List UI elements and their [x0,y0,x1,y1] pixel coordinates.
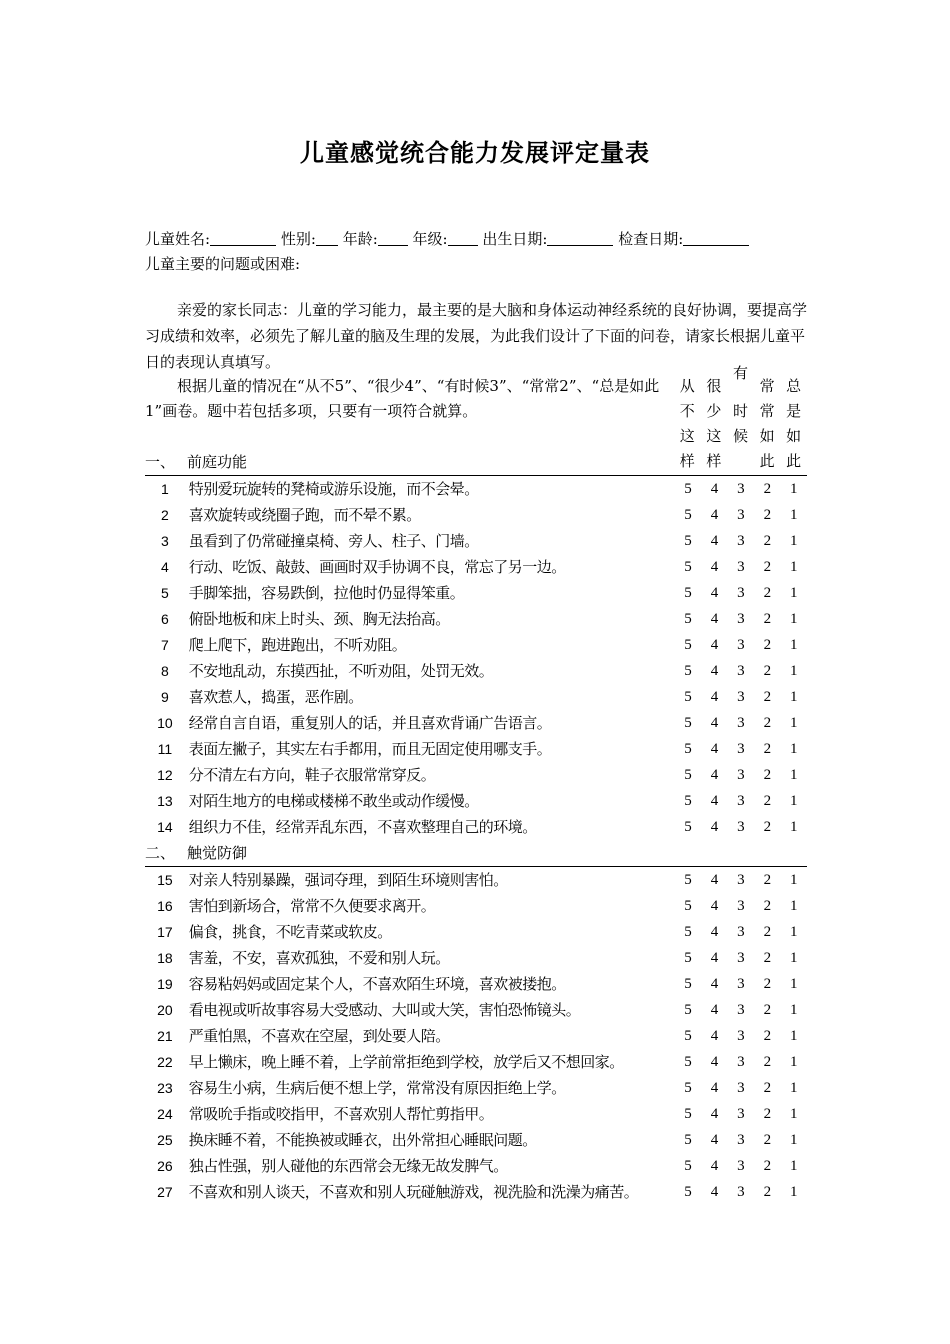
item-text: 常吸吮手指或咬指甲，不喜欢别人帮忙剪指甲。 [188,1105,494,1123]
score-option[interactable]: 3 [737,898,745,914]
score-option[interactable]: 2 [763,1054,772,1070]
item-text: 换床睡不着，不能换被或睡衣，出外常担心睡眠问题。 [188,1131,537,1149]
item-number: 16 [157,898,173,914]
score-option[interactable]: 2 [763,507,772,523]
score-option[interactable]: 4 [710,481,719,497]
score-option[interactable]: 4 [710,689,719,705]
item-number: 24 [157,1106,173,1122]
item-number: 18 [157,950,173,966]
age-label: 年龄: [342,230,378,248]
scale-header-char: 总 [786,377,802,395]
scale-header-char: 很 [706,377,722,395]
score-option[interactable]: 2 [763,741,772,757]
score-option[interactable]: 1 [790,1028,798,1044]
table-row [145,658,807,684]
score-option[interactable]: 1 [790,793,798,809]
score-option[interactable]: 1 [790,924,798,940]
score-option[interactable]: 4 [710,898,719,914]
table-row [145,580,807,606]
item-text: 容易粘妈妈或固定某个人，不喜欢陌生环境，喜欢被搂抱。 [188,975,566,993]
table-row [145,1075,807,1101]
score-option[interactable]: 3 [737,611,745,627]
instruction-text: 根据儿童的情况在“从不5”、“很少4”、“有时候3”、“常常2”、“总是如此1”画卷。题中若包括多项，只要有一项符合就算。 [145,377,660,420]
score-option[interactable]: 2 [763,689,772,705]
score-option[interactable]: 4 [710,976,719,992]
score-option[interactable]: 5 [684,950,692,966]
score-option[interactable]: 3 [737,481,745,497]
score-option[interactable]: 5 [684,715,692,731]
score-option[interactable]: 2 [763,585,772,601]
score-option[interactable]: 4 [710,1002,719,1018]
score-option[interactable]: 5 [684,793,692,809]
score-option[interactable]: 4 [710,663,719,679]
gender-label: 性别: [280,230,316,248]
score-option[interactable]: 3 [737,741,745,757]
scale-header-char: 此 [786,452,802,470]
score-option[interactable]: 5 [684,924,692,940]
score-option[interactable]: 3 [737,507,745,523]
score-option[interactable]: 2 [763,637,772,653]
score-option[interactable]: 3 [737,819,745,835]
item-number: 17 [157,924,173,940]
table-row [145,502,807,528]
item-number: 3 [160,533,169,549]
item-number: 14 [157,819,173,835]
item-number: 23 [157,1080,173,1096]
score-option[interactable]: 1 [790,767,798,783]
scale-header-char: 从 [679,377,695,395]
item-text: 手脚笨拙，容易跌倒，拉他时仍显得笨重。 [188,584,465,602]
scale-header-char: 如 [786,427,802,445]
table-row [145,788,807,814]
item-number: 2 [160,507,169,523]
score-option[interactable]: 3 [737,1184,745,1200]
section-header [145,840,807,867]
score-option[interactable]: 5 [684,767,692,783]
score-option[interactable]: 5 [684,637,692,653]
score-option[interactable]: 5 [684,507,692,523]
table-row [145,971,807,997]
scale-header-char: 这 [679,427,695,445]
score-option[interactable]: 5 [684,481,692,497]
score-option[interactable]: 2 [763,481,772,497]
score-option[interactable]: 5 [684,1184,692,1200]
score-option[interactable]: 3 [737,1106,745,1122]
score-option[interactable]: 2 [763,715,772,731]
item-text: 严重怕黑，不喜欢在空屋，到处要人陪。 [188,1027,450,1045]
score-option[interactable]: 4 [710,507,719,523]
score-option[interactable]: 3 [737,767,745,783]
score-option[interactable]: 5 [684,1132,692,1148]
scale-header-char: 如 [759,427,775,445]
scale-header-char: 此 [759,452,775,470]
score-option[interactable]: 1 [790,1080,798,1096]
score-option[interactable]: 4 [710,637,719,653]
item-text: 经常自言自语，重复别人的话，并且喜欢背诵广告语言。 [188,714,552,732]
score-option[interactable]: 3 [737,1002,745,1018]
item-text: 容易生小病，生病后便不想上学，常常没有原因拒绝上学。 [188,1079,566,1097]
score-option[interactable]: 3 [737,1054,745,1070]
score-option[interactable]: 4 [710,715,719,731]
scale-header-char: 不 [679,402,695,420]
score-option[interactable]: 2 [763,611,772,627]
scale-header-char: 样 [679,452,695,470]
table-row [145,1023,807,1049]
table-row [145,1179,807,1205]
item-text: 不喜欢和别人谈天，不喜欢和别人玩碰触游戏，视洗脸和洗澡为痛苦。 [188,1183,639,1201]
score-option[interactable]: 2 [763,819,772,835]
score-option[interactable]: 2 [763,1028,772,1044]
item-number: 6 [160,611,169,627]
item-text: 喜欢惹人，捣蛋，恶作剧。 [188,688,363,706]
score-option[interactable]: 1 [790,1106,798,1122]
score-option[interactable]: 3 [737,1028,745,1044]
section-header [145,449,807,476]
gender-field[interactable] [316,230,338,246]
grade-label: 年级: [412,230,448,248]
item-text: 表面左撇子，其实左右手都用，而且无固定使用哪支手。 [188,740,552,758]
item-number: 15 [157,872,173,888]
item-number: 10 [157,715,173,731]
score-option[interactable]: 5 [684,533,692,549]
item-text: 分不清左右方向，鞋子衣服常常穿反。 [188,766,436,784]
score-option[interactable]: 3 [737,715,745,731]
name-field[interactable] [210,230,276,246]
score-option[interactable]: 5 [684,898,692,914]
score-option[interactable]: 1 [790,898,798,914]
table-row [145,736,807,762]
table-row [145,919,807,945]
score-option[interactable]: 3 [737,689,745,705]
score-option[interactable]: 3 [737,1158,745,1174]
table-row [145,762,807,788]
score-option[interactable]: 2 [763,1132,772,1148]
score-option[interactable]: 5 [684,663,692,679]
item-number: 22 [157,1054,173,1070]
score-option[interactable]: 1 [790,715,798,731]
score-option[interactable]: 1 [790,481,798,497]
score-option[interactable]: 5 [684,872,692,888]
score-option[interactable]: 1 [790,1002,798,1018]
item-number: 25 [157,1132,173,1148]
item-number: 7 [160,637,169,653]
item-text: 看电视或听故事容易大受感动、大叫或大笑，害怕恐怖镜头。 [188,1001,581,1019]
score-option[interactable]: 2 [763,767,772,783]
section-name: 前庭功能 [187,453,248,471]
score-option[interactable]: 3 [737,793,745,809]
item-number: 20 [157,1002,173,1018]
scale-header-text: 有 时 候 [733,399,748,449]
table-row [145,997,807,1023]
item-text: 行动、吃饭、敲鼓、画画时双手协调不良，常忘了另一边。 [188,558,566,576]
item-text: 对陌生地方的电梯或楼梯不敢坐或动作缓慢。 [188,792,479,810]
score-option[interactable]: 4 [710,741,719,757]
item-text: 俯卧地板和床上时头、颈、胸无法抬高。 [188,610,450,628]
item-number: 11 [157,741,173,757]
score-option[interactable]: 5 [684,585,692,601]
score-option[interactable]: 4 [710,767,719,783]
score-option[interactable]: 1 [790,507,798,523]
score-option[interactable]: 5 [684,819,692,835]
score-option[interactable]: 4 [710,1158,719,1174]
item-text: 害怕到新场合，常常不久便要求离开。 [188,897,436,915]
table-row [145,1153,807,1179]
grade-field[interactable] [448,230,478,246]
score-option[interactable]: 4 [710,819,719,835]
score-option[interactable]: 1 [790,637,798,653]
age-field[interactable] [378,230,408,246]
score-option[interactable]: 5 [684,689,692,705]
problem-label: 儿童主要的问题或困难: [145,255,301,273]
score-option[interactable]: 5 [684,741,692,757]
scale-header-char: 这 [706,427,722,445]
section-number: 一、 [145,453,176,471]
score-option[interactable]: 4 [710,1106,719,1122]
score-option[interactable]: 5 [684,1054,692,1070]
scale-header-char: 是 [786,402,802,420]
table-row [145,1049,807,1075]
item-number: 12 [157,767,173,783]
table-row [145,710,807,736]
score-option[interactable]: 1 [790,689,798,705]
item-text: 特别爱玩旋转的凳椅或游乐设施，而不会晕。 [188,480,479,498]
questionnaire-table [145,449,807,1205]
item-text: 害羞，不安，喜欢孤独，不爱和别人玩。 [188,949,450,967]
score-option[interactable]: 5 [684,1028,692,1044]
score-option[interactable]: 2 [763,924,772,940]
score-option[interactable]: 3 [737,976,745,992]
table-row [145,632,807,658]
score-option[interactable]: 3 [737,950,745,966]
section-number: 二、 [145,844,176,862]
item-number: 8 [160,663,169,679]
score-option[interactable]: 1 [790,611,798,627]
score-option[interactable]: 1 [790,872,798,888]
score-option[interactable]: 2 [763,1002,772,1018]
scale-header-char: 少 [706,402,722,420]
table-row [145,606,807,632]
score-option[interactable]: 5 [684,559,692,575]
item-number: 26 [157,1158,173,1174]
score-option[interactable]: 3 [737,559,745,575]
score-option[interactable]: 1 [790,741,798,757]
score-option[interactable]: 2 [763,872,772,888]
score-option[interactable]: 5 [684,976,692,992]
child-info-line [145,228,749,249]
table-row [145,1101,807,1127]
scale-header-char: 样 [706,452,722,470]
score-option[interactable]: 2 [763,533,772,549]
score-option[interactable]: 2 [763,1080,772,1096]
table-row [145,476,807,502]
score-option[interactable]: 1 [790,1184,798,1200]
item-number: 21 [157,1028,173,1044]
item-number: 13 [157,793,173,809]
score-option[interactable]: 4 [710,1028,719,1044]
score-option[interactable]: 5 [684,611,692,627]
scale-header-char: 常 [759,402,775,420]
score-option[interactable]: 2 [763,898,772,914]
page-title: 儿童感觉统合能力发展评定量表 [300,138,650,167]
score-option[interactable]: 1 [790,1158,798,1174]
score-option[interactable]: 1 [790,1132,798,1148]
score-option[interactable]: 4 [710,1184,719,1200]
table-row [145,554,807,580]
score-option[interactable]: 4 [710,872,719,888]
scale-header-char: 时 [732,402,748,420]
scale-header-char: 候 [732,427,748,445]
score-option[interactable]: 3 [737,1080,745,1096]
score-option[interactable]: 4 [710,1132,719,1148]
table-row [145,867,807,893]
score-option[interactable]: 1 [790,559,798,575]
score-option[interactable]: 1 [790,950,798,966]
item-text: 早上懒床，晚上睡不着，上学前常拒绝到学校，放学后又不想回家。 [188,1053,624,1071]
item-text: 喜欢旋转或绕圈子跑，而不晕不累。 [188,506,421,524]
score-option[interactable]: 3 [737,872,745,888]
score-option[interactable]: 4 [710,559,719,575]
item-number: 9 [160,689,169,705]
score-option[interactable]: 3 [737,663,745,679]
score-option[interactable]: 3 [737,924,745,940]
intro-paragraph [145,297,807,375]
item-number: 19 [157,976,173,992]
table-row [145,893,807,919]
item-text: 虽看到了仍常碰撞桌椅、旁人、柱子、门墙。 [188,532,479,550]
score-option[interactable]: 4 [710,793,719,809]
score-option[interactable]: 1 [790,819,798,835]
score-option[interactable]: 2 [763,793,772,809]
table-row [145,945,807,971]
section-name: 触觉防御 [187,844,248,862]
score-option[interactable]: 2 [763,1106,772,1122]
check-date-label: 检查日期: [618,230,684,248]
score-option[interactable]: 2 [763,1158,772,1174]
score-option[interactable]: 5 [684,1158,692,1174]
birth-date-field[interactable] [547,230,613,246]
score-option[interactable]: 2 [763,559,772,575]
score-option[interactable]: 5 [684,1106,692,1122]
score-option[interactable]: 5 [684,1080,692,1096]
scale-header-char: 常 [759,377,775,395]
item-text: 对亲人特别暴躁，强词夺理，到陌生环境则害怕。 [188,871,508,889]
item-number: 4 [160,559,169,575]
score-option[interactable]: 1 [790,533,798,549]
score-option[interactable]: 4 [710,533,719,549]
score-option[interactable]: 3 [737,637,745,653]
score-option[interactable]: 4 [710,611,719,627]
score-option[interactable]: 1 [790,585,798,601]
score-option[interactable]: 4 [710,585,719,601]
item-number: 1 [160,481,169,497]
score-option[interactable]: 4 [710,924,719,940]
birth-date-label: 出生日期: [482,230,548,248]
item-text: 组织力不佳，经常弄乱东西，不喜欢整理自己的环境。 [188,818,537,836]
item-number: 5 [160,585,169,601]
score-option[interactable]: 2 [763,950,772,966]
score-option[interactable]: 2 [763,663,772,679]
score-option[interactable]: 1 [790,976,798,992]
item-number: 27 [157,1184,173,1200]
item-text: 爬上爬下，跑进跑出，不听劝阻。 [188,636,407,654]
score-option[interactable]: 3 [737,533,745,549]
item-text: 偏食，挑食，不吃青菜或软皮。 [188,923,392,941]
score-option[interactable]: 5 [684,1002,692,1018]
score-option[interactable]: 3 [737,585,745,601]
score-option[interactable]: 2 [763,1184,772,1200]
check-date-field[interactable] [683,230,749,246]
score-option[interactable]: 4 [710,1054,719,1070]
item-text: 独占性强，别人碰他的东西常会无缘无故发脾气。 [188,1157,508,1175]
score-option[interactable]: 4 [710,1080,719,1096]
name-label: 儿童姓名: [145,230,211,248]
item-text: 不安地乱动，东摸西扯，不听劝阻，处罚无效。 [188,662,494,680]
table-row [145,684,807,710]
score-option[interactable]: 1 [790,663,798,679]
table-row [145,814,807,840]
score-option[interactable]: 2 [763,976,772,992]
table-row [145,528,807,554]
score-option[interactable]: 3 [737,1132,745,1148]
score-option[interactable]: 4 [710,950,719,966]
intro-text: 亲爱的家长同志：儿童的学习能力，最主要的是大脑和身体运动神经系统的良好协调，要提高学习成绩和效率，必须先了解儿童的脑及生理的发展，为此我们设计了下面的问卷，请家长根据儿童平日的表现认真填写。 [145,301,808,371]
table-row [145,1127,807,1153]
score-option[interactable]: 1 [790,1054,798,1070]
